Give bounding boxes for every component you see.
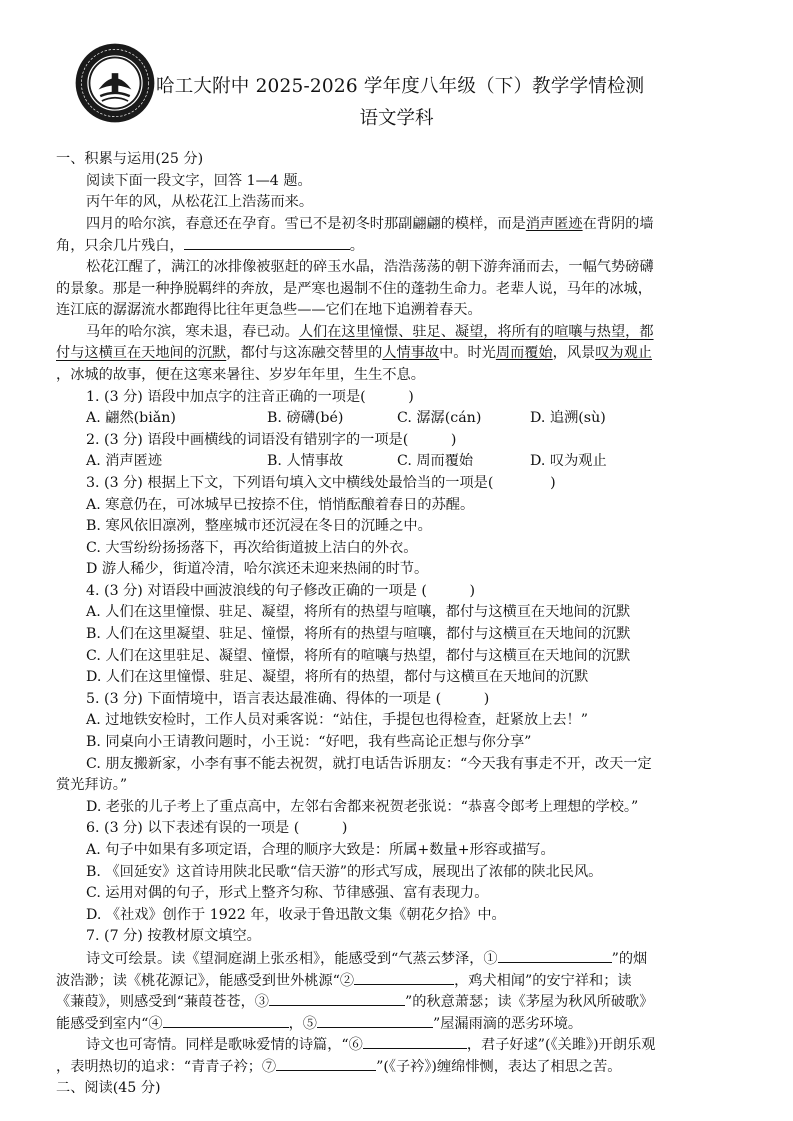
fill-blank-1[interactable] xyxy=(498,948,612,963)
option[interactable]: B. 寒风依旧凛冽，整座城市还沉浸在冬日的沉睡之中。 xyxy=(86,518,432,535)
option[interactable]: D 游人稀少，街道冷清，哈尔滨还未迎来热闹的时节。 xyxy=(86,561,429,578)
question-stem: 7. (7 分) 按教材原文填空。 xyxy=(86,928,261,945)
question-stem: 2. (3 分) 语段中画横线的词语没有错别字的一项是( ) xyxy=(86,431,457,448)
option[interactable]: B. 磅礴(bé) xyxy=(267,410,344,427)
passage-line: 连江底的潺潺流水都跑得比往年更急些——它们在地下追溯着春天。 xyxy=(56,302,482,319)
fill-blank-3[interactable] xyxy=(269,991,405,1006)
option[interactable]: D. 《社戏》创作于 1922 年，收录于鲁迅散文集《朝花夕拾》中。 xyxy=(86,906,506,923)
underlined-word: 人情事故 xyxy=(382,345,440,362)
wavy-underlined-sentence: 人们在这里憧憬、驻足、凝望，将所有的喧嚷与热望，都 xyxy=(298,323,654,340)
fill-blank-5[interactable] xyxy=(317,1013,433,1028)
option[interactable]: C. 人们在这里驻足、凝望、憧憬，将所有的喧嚷与热望，都付与这横亘在天地间的沉默 xyxy=(86,647,631,664)
question-options xyxy=(56,451,746,473)
question-stem: 6. (3 分) 以下表述有误的一项是 ( ) xyxy=(86,820,348,837)
underlined-word: 消声匿迹 xyxy=(525,215,583,232)
question-stem: 5. (3 分) 下面情境中，语言表达最准确、得体的一项是 ( ) xyxy=(86,690,490,707)
underlined-word: 叹为观止 xyxy=(595,345,652,362)
option[interactable]: C. 周而覆始 xyxy=(397,453,474,470)
passage-line: 角，只余几片残白， 。 xyxy=(56,235,746,257)
fill-blank-4[interactable] xyxy=(163,1013,289,1028)
option[interactable]: C. 潺潺(cán) xyxy=(397,410,482,427)
option[interactable]: A. 句子中如果有多项定语，合理的顺序大致是：所属+数量+形容或描写。 xyxy=(86,842,555,858)
fill-line: 诗文可绘景。读《望洞庭湖上张丞相》，能感受到“气蒸云梦泽，① ”的烟 xyxy=(56,948,746,970)
option[interactable]: D. 叹为观止 xyxy=(530,453,607,470)
option[interactable]: A. 过地铁安检时，工作人员对乘客说：“站住，手提包也得检查，赶紧放上去！” xyxy=(86,712,588,729)
passage-line: 四月的哈尔滨，春意还在孕育。雪已不是初冬时那副翩翩的模样，而是消声匿迹在背阴的墙 xyxy=(86,215,654,232)
fill-line: 《蒹葭》，则感受到“蒹葭苍苍，③ ”的秋意萧瑟；读《茅屋为秋风所破歌》 xyxy=(56,991,746,1013)
option[interactable]: B. 人们在这里凝望、驻足、憧憬，将所有的热望与喧嚷，都付与这横亘在天地间的沉默 xyxy=(86,626,631,643)
passage-line: 付与这横亘在天地间的沉默，都付与这冻融交替里的人情事故中。时光周而覆始，风景叹为观止 xyxy=(56,345,652,362)
option[interactable]: D. 追溯(sù) xyxy=(530,410,606,427)
wavy-underlined-sentence: 付与这横亘在天地间的沉默 xyxy=(56,345,227,362)
option[interactable]: A. 人们在这里憧憬、驻足、凝望，将所有的热望与喧嚷，都付与这横亘在天地间的沉默 xyxy=(86,604,631,621)
option[interactable]: D. 人们在这里憧憬、驻足、凝望，将所有的热望，都付与这横亘在天地间的沉默 xyxy=(86,669,589,686)
exam-subject: 语文学科 xyxy=(359,108,434,129)
passage-line: 丙午年的风，从松花江上浩荡而来。 xyxy=(86,194,314,211)
question-options xyxy=(56,408,746,430)
fill-line: ，表明热切的追求：“青青子衿；⑦ ”(《子衿》)缠绵悱恻，表达了相思之苦。 xyxy=(56,1056,746,1078)
option[interactable]: C. 运用对偶的句子，形式上整齐匀称、节律感强、富有表现力。 xyxy=(86,885,489,902)
fill-blank[interactable] xyxy=(184,235,350,250)
option[interactable]: B. 同桌向小王请教问题时，小王说：“好吧，我有些高论正想与你分享” xyxy=(86,734,532,751)
reading-instruction: 阅读下面一段文字，回答 1—4 题。 xyxy=(86,172,312,189)
exam-title: 哈工大附中 2025-2026 学年度八年级（下）教学学情检测 xyxy=(156,76,645,97)
option[interactable]: A. 翩然(biǎn) xyxy=(86,410,176,427)
option[interactable]: A. 消声匿迹 xyxy=(86,453,163,470)
section-heading: 一、积累与运用(25 分) xyxy=(56,151,204,167)
fill-blank-6[interactable] xyxy=(363,1034,467,1049)
underlined-word: 周而覆始 xyxy=(495,345,553,362)
option[interactable]: C. 大雪纷纷扬扬落下，再次给街道披上洁白的外衣。 xyxy=(86,539,418,556)
fill-blank-7[interactable] xyxy=(276,1056,376,1071)
passage-line: 的景象。那是一种挣脱羁绊的奔放，是严寒也遏制不住的蓬勃生命力。老辈人说，马年的冰城， xyxy=(56,280,652,297)
question-stem: 3. (3 分) 根据上下文，下列语句填入文中横线处最恰当的一项是( ) xyxy=(86,474,556,491)
question-stem: 4. (3 分) 对语段中画波浪线的句子修改正确的一项是 ( ) xyxy=(86,582,476,599)
passage-line: ，冰城的故事，便在这寒来暑往、岁岁年年里，生生不息。 xyxy=(56,366,425,383)
option-continued: 赏光拜访。” xyxy=(56,777,128,794)
option[interactable]: C. 朋友搬新家，小李有事不能去祝贺，就打电话告诉朋友：“今天我有事走不开，改天一定 xyxy=(86,755,652,772)
fill-line: 诗文也可寄情。同样是歌咏爱情的诗篇，“⑥ ，君子好逑”(《关雎》)开朗乐观 xyxy=(56,1034,746,1056)
question-stem: 1. (3 分) 语段中加点字的注音正确的一项是( ) xyxy=(86,388,414,405)
fill-blank-2[interactable] xyxy=(354,970,454,985)
fill-line: 能感受到室内“④ ，⑤ ”屋漏雨滴的恶劣环境。 xyxy=(56,1013,746,1035)
fill-line: 波浩渺；读《桃花源记》，能感受到世外桃源“② ，鸡犬相闻”的安宁祥和；读 xyxy=(56,970,746,992)
section-heading: 二、阅读(45 分) xyxy=(56,1079,161,1096)
passage-line: 马年的哈尔滨，寒未退，春已动。人们在这里憧憬、驻足、凝望，将所有的喧嚷与热望，都 xyxy=(86,323,654,340)
option[interactable]: B. 《回延安》这首诗用陕北民歌“信天游”的形式写成，展现出了浓郁的陕北民风。 xyxy=(86,863,603,880)
option[interactable]: B. 人情事故 xyxy=(267,453,344,470)
exam-content xyxy=(56,149,746,1099)
option[interactable]: A. 寒意仍在，可冰城早已按捺不住，悄悄酝酿着春日的苏醒。 xyxy=(86,496,475,513)
passage-line: 松花江醒了，满江的冰排像被驱赶的碎玉水晶，浩浩荡荡的朝下游奔涌而去，一幅气势磅礴 xyxy=(86,258,654,275)
option[interactable]: D. 老张的儿子考上了重点高中，左邻右舍都来祝贺老张说：“恭喜令郎考上理想的学校。” xyxy=(86,798,639,815)
